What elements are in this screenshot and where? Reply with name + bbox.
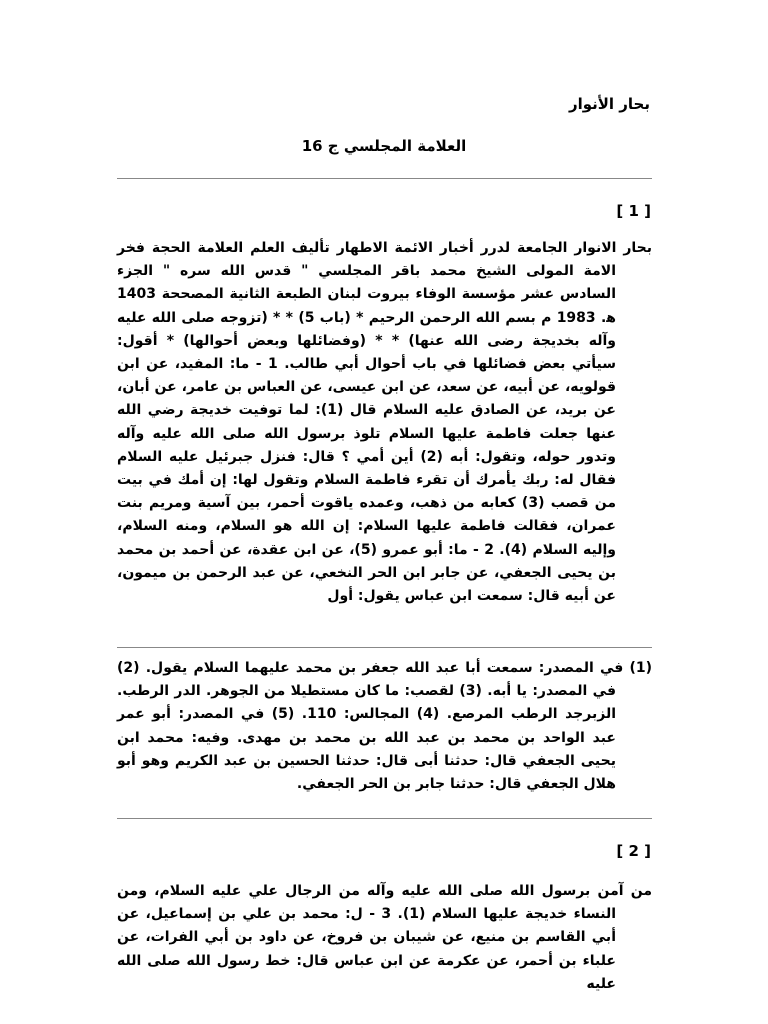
- main-text-paragraph: بحار الانوار الجامعة لدرر أخبار الائمة الاطهار تأليف العلم العلامة الحجة فخر الامة المولى الشيخ محمد باقر المجلسي " قدس الله سره " الجزء السادس عشر مؤسسة الوفاء بيروت لبنان الطبعة الثانية المصححة 1403 ه‍. 1983 م بسم الله الرحمن الرحيم * (باب 5) * * (تزوجه صلى الله عليه وآله بخديجة رضى الله عنها) * * (وفضائلها وبعض أحوالها) * أقول: سيأتي بعض فضائلها في باب أحوال أبي طالب. 1 - ما: المفيد، عن ابن قولويه، عن أبيه، عن سعد، عن ابن عيسى، عن العباس بن عامر، عن أبان، عن بريد، عن الصادق عليه السلام قال (1): لما توفيت خديجة رضي الله عنها جعلت فاطمة عليها السلام تلوذ برسول الله صلى الله عليه وآله وتدور حوله، وتقول: أبه (2) أين أمي ؟ قال: فنزل جبرئيل عليه السلام فقال له: ربك يأمرك أن تقرء فاطمة السلام وتقول لها: إن أمك في بيت من قصب (3) كعابه من ذهب، وعمده ياقوت أحمر، بين آسية ومريم بنت عمران، فقالت فاطمة عليها السلام: إن الله هو السلام، ومنه السلام، وإليه السلام (4). 2 - ما: أبو عمرو (5)، عن ابن عقدة، عن أحمد بن محمد بن يحيى الجعفي، عن جابر ابن الحر النخعي، عن عبد الرحمن بن ميمون، عن أبيه قال: سمعت ابن عباس يقول: أول: [117, 240, 652, 605]
- header-divider: [117, 178, 652, 179]
- page-number-marker: [ 1 ]: [616, 202, 651, 220]
- author-volume-title: العلامة المجلسي ج 16: [301, 137, 467, 155]
- footnotes-paragraph: (1) في المصدر: سمعت أبا عبد الله جعفر بن محمد عليهما السلام يقول. (2) في المصدر: يا أبه. (3) لقصب: ما كان مستطيلا من الجوهر. الدر الرطب. الزبرجد الرطب المرصع. (4) المجالس: 110. (5) في المصدر: أبو عمر عبد الواحد بن محمد بن عبد الله بن محمد بن مهدى. وفيه: محمد ابن يحيى الجعفي قال: حدثنا أبى قال: حدثنا الحسين بن عبد الكريم وهو أبو هلال الجعفي قال: حدثنا جابر بن الحر الجعفي.: [117, 660, 652, 793]
- footnote-divider: [117, 647, 652, 648]
- page-number-marker-2: [ 2 ]: [616, 842, 651, 860]
- page-divider: [117, 818, 652, 819]
- next-page-paragraph: من آمن برسول الله صلى الله عليه وآله من الرجال علي عليه السلام، ومن النساء خديجة عليها السلام (1). 3 - ل: محمد بن علي بن إسماعيل، عن أبي القاسم بن منيع، عن شيبان بن فروخ، عن داود بن أبي الفرات، عن علباء بن أحمر، عن عكرمة عن ابن عباس قال: خط رسول الله صلى الله عليه: [117, 883, 652, 992]
- book-title: بحار الأنوار: [568, 95, 650, 113]
